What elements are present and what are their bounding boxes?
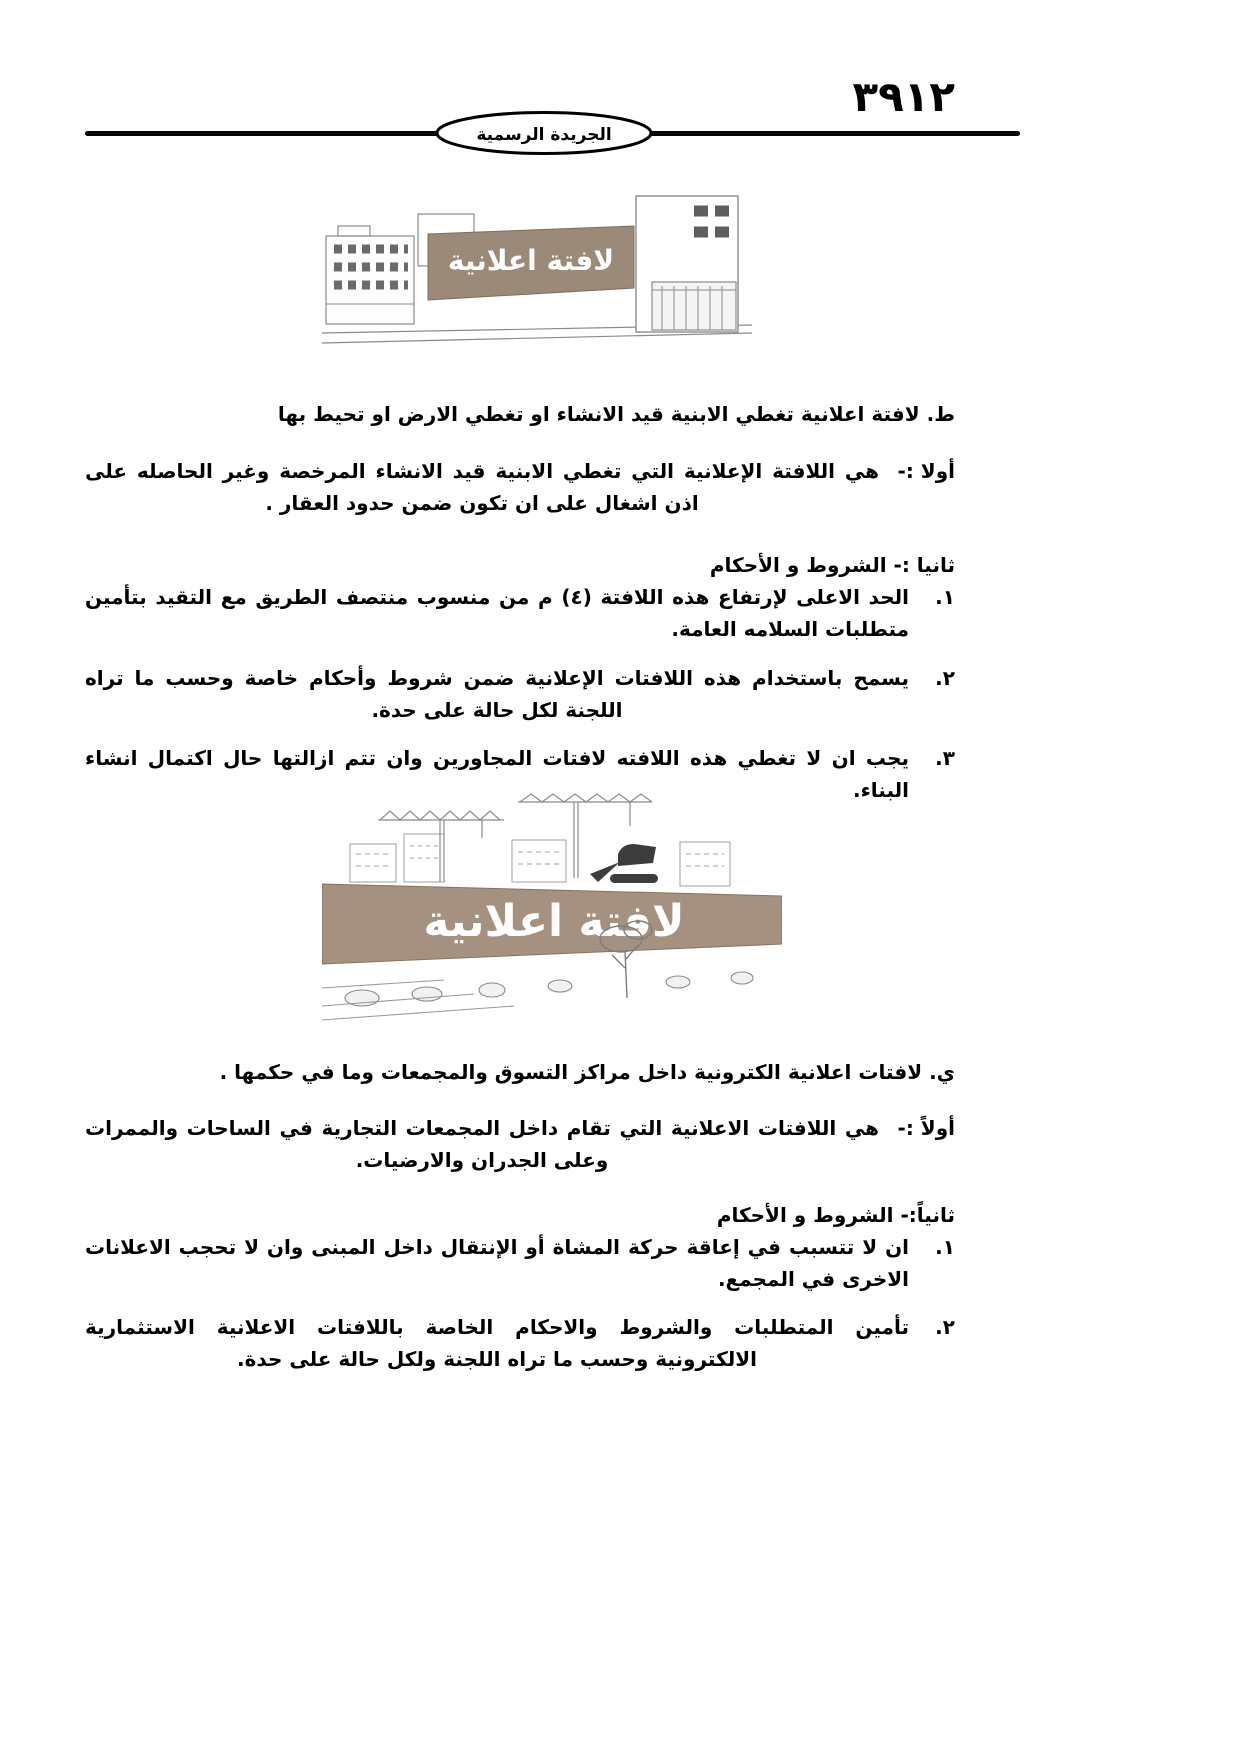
item-number: ٢. — [935, 666, 955, 690]
item-text: يسمح باستخدام هذه اللافتات الإعلانية ضمن شروط وأحكام خاصة وحسب ما تراه اللجنة لكل حالة على حدة. — [85, 666, 909, 722]
section-t-title: ط. لافتة اعلانية تغطي الابنية قيد الانشاء او تغطي الارض او تحيط بها — [277, 402, 955, 426]
section-t-item-2 — [85, 662, 955, 726]
item-text: يجب ان لا تغطي هذه اللافته لافتات المجاورين وان تتم ازالتها حال اكتمال انشاء البناء. — [85, 746, 909, 802]
section-y-first-clause — [85, 1112, 955, 1176]
clause-label: أولا :- — [897, 459, 955, 483]
banner-label: لافتة اعلانية — [447, 244, 615, 277]
clause-text: هي اللافتة الإعلانية التي تغطي الابنية قيد الانشاء المرخصة وغير الحاصله على اذن اشغال على ان تكون ضمن حدود العقار . — [85, 459, 879, 515]
excavator-icon — [590, 844, 658, 883]
page-number: ٣٩١٢ — [852, 72, 955, 121]
gazette-badge-label: الجريدة الرسمية — [476, 125, 612, 145]
item-text: تأمين المتطلبات والشروط والاحكام الخاصة باللافتات الاعلانية الاستثمارية الالكترونية وحسب ما تراه اللجنة ولكل حالة على حدة. — [85, 1315, 909, 1371]
banner-panel — [428, 226, 634, 300]
section-y-item-2 — [85, 1311, 955, 1375]
item-text: الحد الاعلى لإرتفاع هذه اللافتة (٤) م من منسوب منتصف الطريق مع التقيد بتأمين متطلبات السلامه العامة. — [85, 585, 909, 641]
section-t-conditions-title: ثانيا :- الشروط و الأحكام — [709, 553, 955, 577]
construction-banner-illustration — [322, 792, 782, 1026]
section-y-item-1 — [85, 1231, 955, 1295]
gazette-badge — [433, 109, 655, 157]
left-building — [326, 226, 414, 324]
item-text: ان لا تتسبب في إعاقة حركة المشاة أو الإنتقال داخل المبنى وان لا تحجب الاعلانات الاخرى في المجمع. — [85, 1235, 909, 1291]
section-y-title: ي. لافتات اعلانية الكترونية داخل مراكز التسوق والمجمعات وما في حكمها . — [219, 1060, 955, 1084]
clause-label: أولاً :- — [897, 1116, 955, 1140]
section-t-first-clause — [85, 455, 955, 519]
skyline — [350, 834, 730, 886]
item-number: ٢. — [935, 1315, 955, 1339]
bushes — [345, 972, 753, 1006]
building-banner-illustration — [322, 186, 752, 346]
section-t-item-1 — [85, 581, 955, 645]
wall-panel — [322, 884, 782, 964]
item-number: ١. — [935, 1235, 955, 1259]
right-building — [636, 196, 738, 332]
item-number: ١. — [935, 585, 955, 609]
section-y-conditions-title: ثانياً:- الشروط و الأحكام — [716, 1203, 955, 1227]
clause-text: هي اللافتات الاعلانية التي تقام داخل المجمعات التجارية في الساحات والممرات وعلى الجدران والارضيات. — [85, 1116, 879, 1172]
item-number: ٣. — [935, 746, 955, 770]
wall-banner-label: لافتة اعلانية — [423, 896, 685, 947]
